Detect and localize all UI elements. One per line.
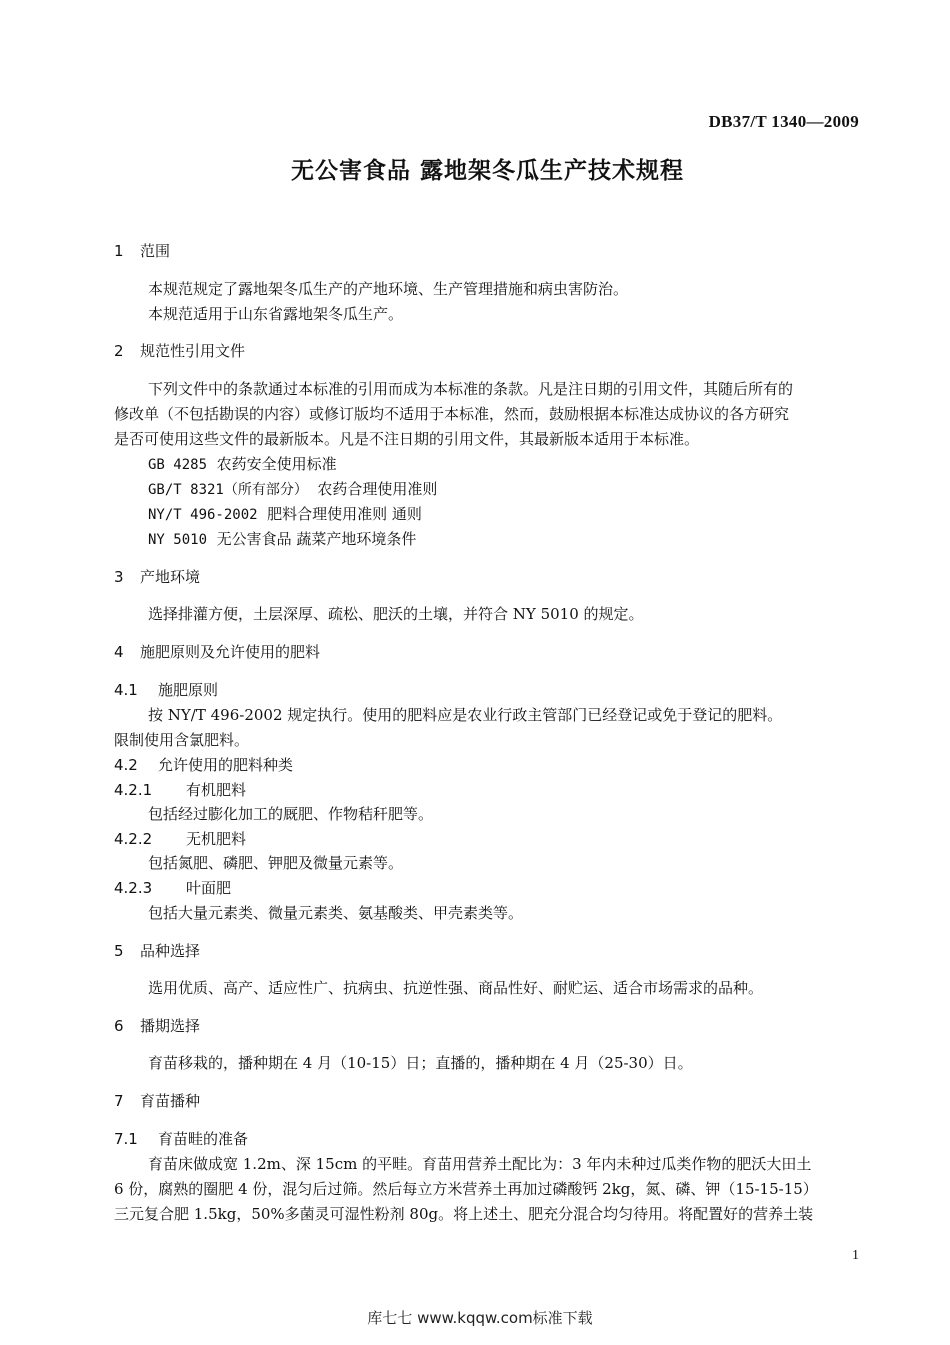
section-title: 品种选择 bbox=[140, 942, 201, 960]
footer-watermark: 库七七 www.kqqw.com标准下载 bbox=[367, 1309, 593, 1327]
reference-name: 无公害食品 蔬菜产地环境条件 bbox=[216, 530, 417, 548]
reference-item bbox=[148, 503, 422, 524]
reference-code: NY/T 496-2002 bbox=[148, 507, 258, 523]
subsection-number: 7.1 bbox=[114, 1130, 138, 1148]
reference-item bbox=[148, 478, 437, 499]
paragraph: 本规范适用于山东省露地架冬瓜生产。 bbox=[148, 305, 404, 323]
section-number: 2 bbox=[114, 342, 124, 360]
section-2-heading bbox=[114, 340, 245, 361]
section-title: 播期选择 bbox=[140, 1017, 201, 1035]
reference-name: 肥料合理使用准则 通则 bbox=[267, 505, 422, 523]
section-1-heading bbox=[114, 240, 170, 261]
reference-name: 农药合理使用准则 bbox=[317, 480, 438, 498]
paragraph-line: 下列文件中的条款通过本标准的引用而成为本标准的条款。凡是注日期的引用文件，其随后所有的 bbox=[148, 380, 794, 398]
subsection-number: 4.1 bbox=[114, 681, 138, 699]
subsection-title: 允许使用的肥料种类 bbox=[158, 756, 294, 774]
document-title: 无公害食品 露地架冬瓜生产技术规程 bbox=[290, 158, 684, 184]
subsection-title: 育苗畦的准备 bbox=[158, 1130, 249, 1148]
reference-code: GB 4285 bbox=[148, 457, 208, 473]
paragraph-line: 育苗床做成宽 1.2m、深 15cm 的平畦。育苗用营养土配比为：3 年内未种过瓜类作物的肥沃大田土 bbox=[148, 1155, 812, 1173]
subsection-title: 无机肥料 bbox=[186, 830, 247, 848]
subsection-number: 4.2.2 bbox=[114, 830, 153, 848]
paragraph: 本规范规定了露地架冬瓜生产的产地环境、生产管理措施和病虫害防治。 bbox=[148, 280, 629, 298]
paragraph-line: 按 NY/T 496-2002 规定执行。使用的肥料应是农业行政主管部门已经登记或免于登记的肥料。 bbox=[148, 706, 783, 724]
section-title: 育苗播种 bbox=[140, 1092, 201, 1110]
paragraph: 选择排灌方便，土层深厚、疏松、肥沃的土壤，并符合 NY 5010 的规定。 bbox=[148, 605, 644, 623]
subsection-4-2-1-heading bbox=[114, 779, 246, 800]
section-3-heading bbox=[114, 566, 200, 587]
paragraph: 包括经过膨化加工的厩肥、作物秸秆肥等。 bbox=[148, 805, 434, 823]
section-title: 规范性引用文件 bbox=[140, 342, 246, 360]
section-number: 4 bbox=[114, 643, 124, 661]
subsection-4-1-heading bbox=[114, 679, 218, 700]
subsection-title: 有机肥料 bbox=[186, 781, 247, 799]
section-number: 1 bbox=[114, 242, 124, 260]
subsection-number: 4.2 bbox=[114, 756, 138, 774]
subsection-number: 4.2.1 bbox=[114, 781, 153, 799]
paragraph-line: 6 份，腐熟的圈肥 4 份，混匀后过筛。然后每立方米营养土再加过磷酸钙 2kg，氮、磷、钾（15-15-15） bbox=[114, 1180, 818, 1198]
section-5-heading bbox=[114, 940, 200, 961]
section-7-heading bbox=[114, 1090, 200, 1111]
reference-item bbox=[148, 453, 337, 474]
reference-code: NY 5010 bbox=[148, 532, 208, 548]
subsection-7-1-heading bbox=[114, 1128, 248, 1149]
section-4-heading bbox=[114, 641, 320, 662]
page-number: 1 bbox=[852, 1248, 859, 1263]
subsection-title: 叶面肥 bbox=[186, 879, 232, 897]
section-number: 6 bbox=[114, 1017, 124, 1035]
section-6-heading bbox=[114, 1015, 200, 1036]
paragraph-line: 修改单（不包括勘误的内容）或修订版均不适用于本标准，然而，鼓励根据本标准达成协议的各方研究 bbox=[114, 405, 790, 423]
section-title: 范围 bbox=[140, 242, 171, 260]
subsection-number: 4.2.3 bbox=[114, 879, 153, 897]
paragraph-line: 是否可使用这些文件的最新版本。凡是不注日期的引用文件，其最新版本适用于本标准。 bbox=[114, 430, 700, 448]
paragraph: 育苗移栽的，播种期在 4 月（10-15）日；直播的，播种期在 4 月（25-30）日。 bbox=[148, 1054, 693, 1072]
paragraph: 选用优质、高产、适应性广、抗病虫、抗逆性强、商品性好、耐贮运、适合市场需求的品种。 bbox=[148, 979, 764, 997]
paragraph: 包括大量元素类、微量元素类、氨基酸类、甲壳素类等。 bbox=[148, 904, 524, 922]
subsection-4-2-heading bbox=[114, 754, 293, 775]
section-number: 7 bbox=[114, 1092, 124, 1110]
paragraph: 包括氮肥、磷肥、钾肥及微量元素等。 bbox=[148, 854, 404, 872]
subsection-4-2-2-heading bbox=[114, 828, 246, 849]
reference-item bbox=[148, 528, 416, 549]
reference-code: GB/T 8321（所有部分） bbox=[148, 482, 308, 498]
section-number: 5 bbox=[114, 942, 124, 960]
section-number: 3 bbox=[114, 568, 124, 586]
section-title: 施肥原则及允许使用的肥料 bbox=[140, 643, 321, 661]
section-title: 产地环境 bbox=[140, 568, 201, 586]
subsection-title: 施肥原则 bbox=[158, 681, 219, 699]
standard-code: DB37/T 1340—2009 bbox=[708, 112, 859, 131]
reference-name: 农药安全使用标准 bbox=[216, 455, 337, 473]
subsection-4-2-3-heading bbox=[114, 877, 231, 898]
paragraph-line: 三元复合肥 1.5kg，50%多菌灵可湿性粉剂 80g。将上述土、肥充分混合均匀待用。将配置好的营养土装 bbox=[114, 1205, 814, 1223]
paragraph-line: 限制使用含氯肥料。 bbox=[114, 731, 250, 749]
